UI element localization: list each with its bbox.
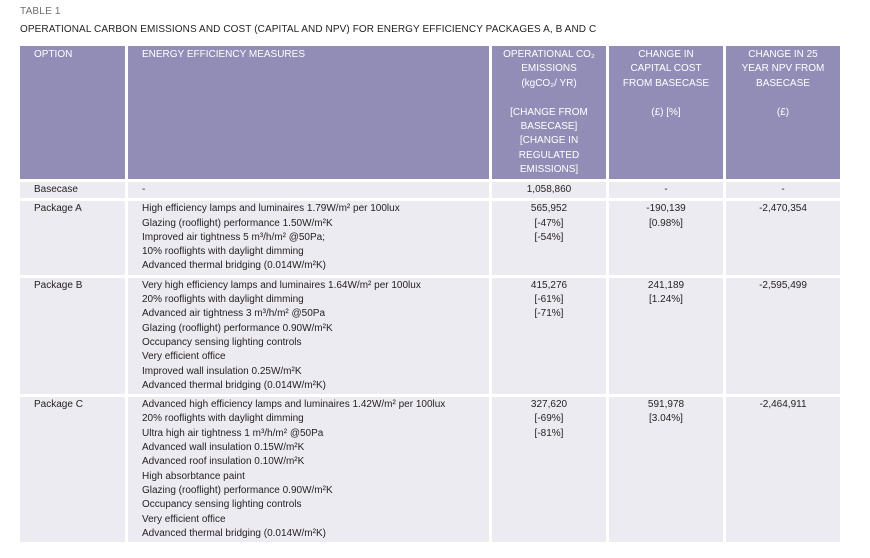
- cell-line: [-69%]: [534, 413, 564, 425]
- cell-line: Advanced thermal bridging (0.014W/m²K): [142, 379, 326, 391]
- cell-line: [1.24%]: [649, 294, 683, 306]
- measures-cell: [128, 182, 489, 198]
- cell-line: BASECASE: [756, 77, 810, 89]
- cell-line: [CHANGE IN: [519, 135, 579, 147]
- cell-line: [-71%]: [534, 308, 564, 320]
- cell-line: YEAR NPV FROM: [741, 63, 825, 75]
- cell-line: 20% rooflights with daylight dimming: [142, 413, 304, 425]
- cell-line: Occupancy sensing lighting controls: [142, 499, 302, 511]
- option-cell: Package B: [20, 278, 125, 394]
- cell-line: High absorbtance paint: [142, 470, 245, 482]
- measures-cell: [128, 278, 489, 394]
- cell-line: High efficiency lamps and luminaires 1.79W/m² per 100lux: [142, 203, 400, 215]
- cell-line: Advanced thermal bridging (0.014W/m²K): [142, 260, 326, 272]
- cell-line: Advanced roof insulation 0.10W/m²K: [142, 456, 305, 468]
- header-measures: ENERGY EFFICIENCY MEASURES: [128, 46, 489, 179]
- capital-cost-cell: [609, 201, 723, 274]
- cell-line: (£) [%]: [651, 106, 681, 118]
- option-cell: Package A: [20, 201, 125, 274]
- cell-line: OPERATIONAL CO₂: [503, 49, 595, 60]
- cell-line: 10% rooflights with daylight dimming: [142, 246, 304, 258]
- cell-line: 20% rooflights with daylight dimming: [142, 294, 304, 306]
- cell-line: [0.98%]: [649, 217, 683, 229]
- cell-line: Ultra high air tightness 1 m³/h/m² @50Pa: [142, 427, 324, 439]
- option-cell: Basecase: [20, 182, 125, 198]
- cell-line: Advanced air tightness 3 m³/h/m² @50Pa: [142, 308, 326, 320]
- cell-line: 327,620: [530, 399, 568, 411]
- cell-line: CHANGE IN 25: [748, 49, 818, 60]
- cell-line: 241,189: [647, 279, 685, 291]
- header-emissions: [492, 46, 606, 179]
- table-row: [20, 201, 840, 274]
- header-option: OPTION: [20, 46, 125, 179]
- cell-line: Glazing (rooflight) performance 0.90W/m²K: [142, 484, 333, 496]
- cell-line: -190,139: [646, 203, 686, 215]
- cell-line: (£): [776, 106, 790, 118]
- table-row: [20, 182, 840, 198]
- cell-line: EMISSIONS]: [519, 164, 579, 176]
- cell-line: EMISSIONS: [521, 63, 577, 75]
- cell-line: CHANGE IN: [638, 49, 694, 60]
- cell-line: CAPITAL COST: [630, 63, 702, 75]
- npv-cell: -: [726, 182, 840, 198]
- measures-cell: [128, 397, 489, 542]
- cell-line: 415,276: [530, 279, 568, 291]
- cell-line: 591,978: [647, 399, 685, 411]
- emissions-table: [17, 43, 843, 545]
- cell-line: Improved air tightness 5 m³/h/m² @50Pa;: [142, 231, 325, 243]
- header-row: [20, 46, 840, 179]
- cell-line: Glazing (rooflight) performance 1.50W/m²K: [142, 217, 333, 229]
- cell-line: -: [664, 184, 668, 195]
- cell-line: Very efficient office: [142, 351, 226, 363]
- table-row: [20, 278, 840, 394]
- cell-line: [CHANGE FROM: [510, 106, 588, 118]
- cell-line: REGULATED: [518, 149, 580, 161]
- cell-line: [-54%]: [534, 231, 564, 243]
- cell-line: -: [142, 184, 146, 195]
- cell-line: 1,058,860: [526, 184, 572, 195]
- cell-line: Very high efficiency lamps and luminaires 1.64W/m² per 100lux: [142, 279, 421, 291]
- cell-line: Advanced wall insulation 0.15W/m²K: [142, 442, 305, 454]
- emissions-cell: [492, 397, 606, 542]
- cell-line: [613, 91, 719, 105]
- emissions-cell: [492, 278, 606, 394]
- cell-line: FROM BASECASE: [622, 77, 710, 89]
- cell-line: BASECASE]: [520, 121, 578, 133]
- capital-cost-cell: [609, 182, 723, 198]
- cell-line: [496, 91, 602, 105]
- capital-cost-cell: [609, 278, 723, 394]
- cell-line: [-81%]: [534, 427, 564, 439]
- npv-cell: -2,595,499: [726, 278, 840, 394]
- cell-line: Very efficient office: [142, 513, 226, 525]
- cell-line: [3.04%]: [649, 413, 683, 425]
- cell-line: (kgCO₂/ YR): [521, 77, 577, 89]
- table-row: [20, 397, 840, 542]
- npv-cell: -2,464,911: [726, 397, 840, 542]
- cell-line: Glazing (rooflight) performance 0.90W/m²K: [142, 322, 333, 334]
- cell-line: [730, 91, 836, 105]
- measures-cell: [128, 201, 489, 274]
- capital-cost-cell: [609, 397, 723, 542]
- option-cell: Package C: [20, 397, 125, 542]
- cell-line: [-47%]: [534, 217, 564, 229]
- npv-cell: -2,470,354: [726, 201, 840, 274]
- cell-line: Advanced thermal bridging (0.014W/m²K): [142, 527, 326, 539]
- cell-line: 565,952: [530, 203, 568, 215]
- table-label: TABLE 1: [20, 6, 61, 17]
- header-npv: [726, 46, 840, 179]
- header-capital-cost: [609, 46, 723, 179]
- cell-line: Occupancy sensing lighting controls: [142, 336, 302, 348]
- cell-line: [-61%]: [534, 294, 564, 306]
- emissions-cell: [492, 182, 606, 198]
- cell-line: Advanced high efficiency lamps and luminaires 1.42W/m² per 100lux: [142, 399, 446, 411]
- cell-line: Improved wall insulation 0.25W/m²K: [142, 365, 302, 377]
- emissions-cell: [492, 201, 606, 274]
- table-title: OPERATIONAL CARBON EMISSIONS AND COST (CAPITAL AND NPV) FOR ENERGY EFFICIENCY PACKAGES A, B AND C: [20, 24, 597, 35]
